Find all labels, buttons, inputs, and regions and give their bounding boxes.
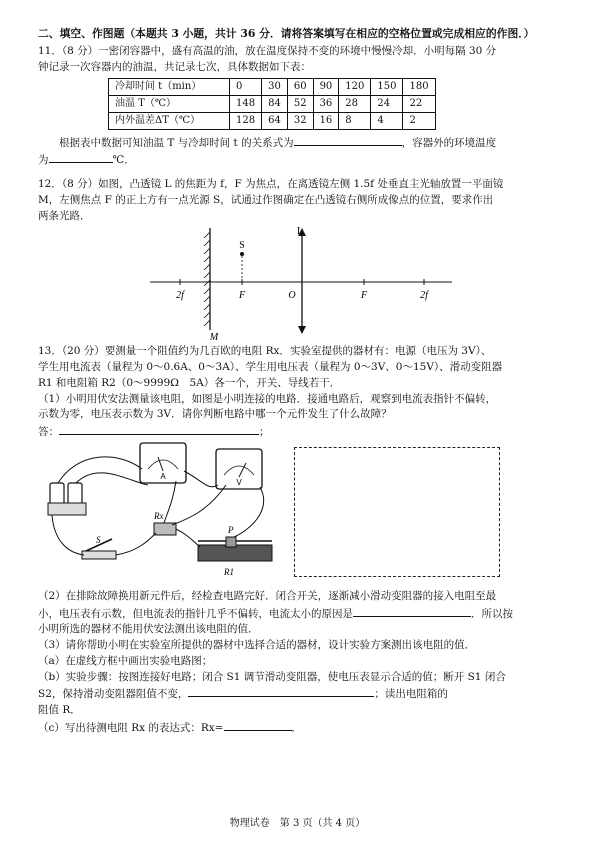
table-cell: 22 <box>403 95 435 112</box>
q11-line2: 钟记录一次容器内的油温，共记录七次，具体数据如下表： <box>38 60 311 73</box>
q11-after3: 为 <box>38 154 49 167</box>
q11-data-table <box>108 78 436 130</box>
label-2f-right: 2f <box>420 290 428 302</box>
table-cell: 148 <box>230 95 262 112</box>
label-rx: Rx <box>154 510 164 521</box>
table-cell: 90 <box>313 78 339 95</box>
q11-line1: 11．（8 分）一密闭容器中，盛有高温的油，放在温度保持不变的环境中慢慢冷却．小明每隔 30 分 <box>38 45 497 58</box>
table-cell: 32 <box>287 112 313 129</box>
q13-sub2-line1: （2）在排除故障换用新元件后，经检查电路完好．闭合开关，逐渐减小滑动变阻器的接入电阻至最 <box>38 589 497 602</box>
q13-sub1-line1: （1）小明用伏安法测量该电阻，如图是小明连接的电路．接通电路后，观察到电流表指针不偏转， <box>38 392 497 405</box>
q13-sub2-text-a: 小，电压表有示数，但电流表的指针几乎不偏转，电流太小的原因是 <box>38 607 353 620</box>
q13-answer-line: 答： ； <box>38 423 560 441</box>
label-2f-left: 2f <box>176 290 184 302</box>
exam-page <box>38 26 560 737</box>
section-title: 二、填空、作图题（本题共 3 小题，共计 36 分．请将答案填写在相应的空格位置或完成相应的作图．） <box>38 27 535 40</box>
table-cell: 128 <box>230 112 262 129</box>
table-cell: 4 <box>371 112 403 129</box>
q13-figure-area <box>38 441 560 589</box>
label-F-right: F <box>360 290 368 302</box>
battery-holder <box>48 503 86 515</box>
q13-sub3b-line3: 阻值 R． <box>38 704 81 717</box>
q13-sub3c <box>38 719 560 737</box>
q13-sub2-line3: 小明所选的器材不能用伏安法测出该电阻的值． <box>38 623 259 636</box>
table-row <box>109 95 436 112</box>
label-S: S <box>239 240 245 252</box>
q11-blank-relation[interactable] <box>294 134 402 146</box>
q13-sub2-line2 <box>38 605 560 623</box>
q11-answer-line <box>38 134 560 152</box>
q13-sub1-line2: 示数为零，电压表示数为 3V．请你判断电路中哪一个元件发生了什么故障？ <box>38 408 392 421</box>
table-cell: 油温 T（℃） <box>109 95 230 112</box>
table-cell: 2 <box>403 112 435 129</box>
q13-sub2-text-b: ．所以按 <box>471 607 513 620</box>
q13-sub3c-blank[interactable] <box>224 719 292 731</box>
circuit-drawing-box[interactable] <box>294 447 500 577</box>
table-cell: 0 <box>230 78 262 95</box>
q11-blank-env-temp[interactable] <box>49 151 113 163</box>
q11-after1: 根据表中数据可知油温 T 与冷却时间 t 的关系式为 <box>59 136 294 149</box>
q11-answer-line2 <box>38 151 560 169</box>
q13-answer-blank[interactable] <box>59 423 259 435</box>
point-source <box>240 252 244 256</box>
label-O: O <box>288 290 296 302</box>
q12-lens-figure <box>38 224 560 342</box>
voltmeter-label: V <box>236 477 242 487</box>
lens-diagram <box>38 224 560 342</box>
q13-line3: R1 和电阻箱 R2（0～9999Ω 5A）各一个，开关、导线若干． <box>38 376 341 389</box>
q11-after4: ℃． <box>112 154 135 167</box>
label-L: L <box>296 226 304 238</box>
label-r1: R1 <box>224 566 234 577</box>
q13-sub3a: （a）在虚线方框中画出实验电路图； <box>38 654 213 667</box>
table-row <box>109 112 436 129</box>
table-cell: 180 <box>403 78 435 95</box>
q11-after2: ，容器外的环境温度 <box>401 136 497 149</box>
table-cell: 60 <box>287 78 313 95</box>
q13-sub3b-line1: （b）实验步骤：按图连接好电路；闭合 S1 调节滑动变阻器，使电压表显示合适的值；断开 S1 闭合 <box>38 670 506 683</box>
rheostat-slider <box>226 537 236 547</box>
table-cell: 16 <box>313 112 339 129</box>
table-cell: 52 <box>287 95 313 112</box>
page-footer: 物理试卷 第 3 页（共 4 页） <box>229 818 366 829</box>
q13-sub3b-blank[interactable] <box>188 685 374 697</box>
table-cell: 8 <box>339 112 371 129</box>
q13-sub3c-text: （c）写出待测电阻 Rx 的表达式：Rx= <box>38 721 224 734</box>
label-switch: S <box>96 534 101 545</box>
table-cell: 64 <box>262 112 288 129</box>
table-cell: 120 <box>339 78 371 95</box>
q12-line3: 两条光路． <box>38 209 91 222</box>
table-cell: 冷却时间 t（min） <box>109 78 230 95</box>
table-cell: 28 <box>339 95 371 112</box>
table-cell: 24 <box>371 95 403 112</box>
q13-sub3c-end: ． <box>291 721 303 734</box>
q13-sub3-line1: （3）请你帮助小明在实验室所提供的器材中选择合适的器材，设计实验方案测出该电阻的值． <box>38 639 476 652</box>
q12-line2: M，左侧焦点 F 的正上方有一点光源 S，试通过作图确定在凸透镜右侧所成像点的位置，要求作出 <box>38 193 494 206</box>
q13-sub3b-line2 <box>38 685 560 703</box>
table-cell: 30 <box>262 78 288 95</box>
table-cell: 84 <box>262 95 288 112</box>
q13-sub3b-text-a: S2，保持滑动变阻器阻值不变， <box>38 688 189 701</box>
q13-sub2-blank[interactable] <box>353 605 471 617</box>
mirror-hatching <box>204 232 210 326</box>
table-cell: 内外温差ΔT（℃） <box>109 112 230 129</box>
label-p: P <box>228 524 234 535</box>
circuit-photo <box>38 441 288 589</box>
label-F-left: F <box>238 290 246 302</box>
q13-line2: 学生用电流表（量程为 0～0.6A、0～3A）、学生用电压表（量程为 0～3V、0～15V）、滑动变阻器 <box>38 361 503 374</box>
table-cell: 36 <box>313 95 339 112</box>
q12-line1: 12．（8 分）如图，凸透镜 L 的焦距为 f，F 为焦点，在离透镜左侧 1.5f 处垂直主光轴放置一平面镜 <box>38 178 504 191</box>
q13-line1: 13．（20 分）要测量一个阻值约为几百欧的电阻 Rx．实验室提供的器材有：电源（电压为 3V）、 <box>38 345 492 358</box>
q13-answer-label: 答： <box>38 426 59 439</box>
q13-sub3b-text-b: ；读出电阻箱的 <box>374 688 448 701</box>
table-row <box>109 78 436 95</box>
table-cell: 150 <box>371 78 403 95</box>
ammeter-label: A <box>160 471 166 481</box>
switch-base <box>82 551 116 559</box>
label-M: M <box>209 332 219 343</box>
lens-bottom-arrow <box>298 326 306 334</box>
